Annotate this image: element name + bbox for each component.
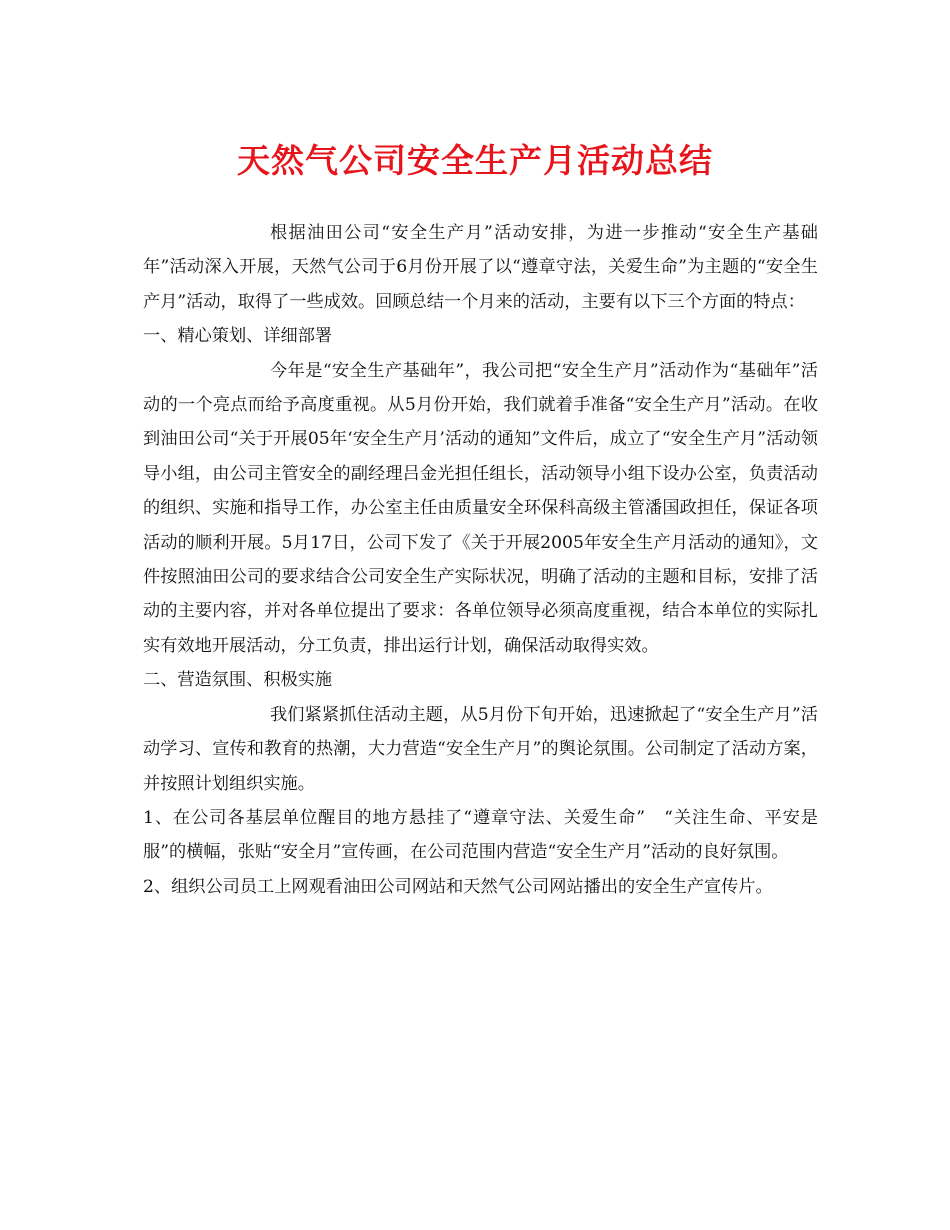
section-heading-2: 二、营造氛围、积极实施 <box>143 670 333 691</box>
document-body <box>143 216 818 904</box>
section-2-paragraph: 我们紧紧抓住活动主题，从5月份下旬开始，迅速掀起了“安全生产月”活动学习、宣传和教育的热潮，大力营造“安全生产月”的舆论氛围。公司制定了活动方案，并按照计划组织实施。 <box>143 704 818 794</box>
list-item-2: 2、组织公司员工上网观看油田公司网站和天然气公司网站播出的安全生产宣传片。 <box>143 876 773 897</box>
section-heading-1: 一、精心策划、详细部署 <box>143 326 333 347</box>
list-item-1: 1、在公司各基层单位醒目的地方悬挂了“遵章守法、关爱生命” “关注生命、平安是服”的横幅，张贴“安全月”宣传画，在公司范围内营造“安全生产月”活动的良好氛围。 <box>143 807 818 863</box>
section-1-paragraph: 今年是“安全生产基础年”，我公司把“安全生产月”活动作为“基础年”活动的一个亮点而给予高度重视。从5月份开始，我们就着手准备“安全生产月”活动。在收到油田公司“关于开展05年‘安全生产月’活动的通知”文件后，成立了“安全生产月”活动领导小组，由公司主管安全的副经理吕金光担任组长，活动领导小组下设办公室，负责活动的组织、实施和指导工作，办公室主任由质量安全环保科高级主管潘国政担任，保证各项活动的顺利开展。5月17日，公司下发了《关于开展2005年安全生产月活动的通知》，文件按照油田公司的要求结合公司安全生产实际状况，明确了活动的主题和目标，安排了活动的主要内容，并对各单位提出了要求：各单位领导必须高度重视，结合本单位的实际扎实有效地开展活动，分工负责，排出运行计划，确保活动取得实效。 <box>143 360 818 656</box>
intro-paragraph: 根据油田公司“安全生产月”活动安排，为进一步推动“安全生产基础年”活动深入开展，天然气公司于6月份开展了以“遵章守法，关爱生命”为主题的“安全生产月”活动，取得了一些成效。回顾总结一个月来的活动，主要有以下三个方面的特点： <box>143 223 818 312</box>
document-title: 天然气公司安全生产月活动总结 <box>237 141 713 180</box>
